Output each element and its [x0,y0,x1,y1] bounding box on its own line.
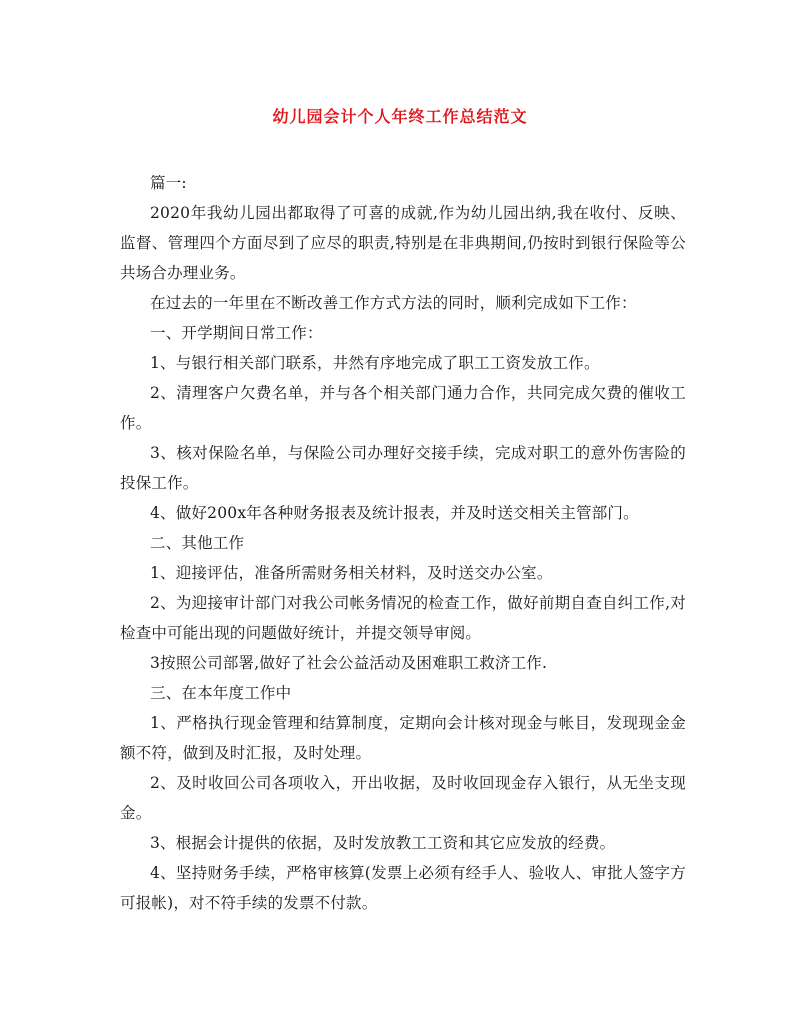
list-item: 2、及时收回公司各项收入，开出收据，及时收回现金存入银行，从无坐支现金。 [120,774,686,822]
section-heading-2: 二、其他工作 [150,534,245,552]
list-item: 1、与银行相关部门联系，井然有序地完成了职工工资发放工作。 [150,354,600,372]
overview-paragraph: 在过去的一年里在不断改善工作方式方法的同时，顺利完成如下工作： [150,294,637,312]
list-item: 2、清理客户欠费名单，并与各个相关部门通力合作，共同完成欠费的催收工作。 [120,384,686,432]
document-body [120,168,686,918]
section-heading-3: 三、在本年度工作中 [150,684,292,702]
list-item: 4、做好200x年各种财务报表及统计报表，并及时送交相关主管部门。 [150,504,639,522]
list-item: 3按照公司部署,做好了社会公益活动及困难职工救济工作. [150,654,548,672]
list-item: 4、坚持财务手续，严格审核算(发票上必须有经手人、验收人、审批人签字方可报帐)，对不符手续的发票不付款。 [120,864,686,912]
list-item: 3、根据会计提供的依据，及时发放教工工资和其它应发放的经费。 [150,834,616,852]
list-item: 1、严格执行现金管理和结算制度，定期向会计核对现金与帐目，发现现金金额不符，做到及时汇报，及时处理。 [120,714,686,762]
section-heading-1: 一、开学期间日常工作： [150,324,323,342]
list-item: 3、核对保险名单，与保险公司办理好交接手续，完成对职工的意外伤害险的投保工作。 [120,444,686,492]
intro-paragraph: 2020年我幼儿园出都取得了可喜的成就,作为幼儿园出纳,我在收付、反映、监督、管理四个方面尽到了应尽的职责,特别是在非典期间,仍按时到银行保险等公共场合办理业务。 [120,204,686,282]
list-item: 1、迎接评估，准备所需财务相关材料，及时送交办公室。 [150,564,553,582]
section-heading-pian-yi: 篇一: [150,174,187,192]
document-title: 幼儿园会计个人年终工作总结范文 [272,107,528,126]
list-item: 2、为迎接审计部门对我公司帐务情况的检查工作，做好前期自查自纠工作,对检查中可能出现的问题做好统计，并提交领导审阅。 [120,594,686,642]
